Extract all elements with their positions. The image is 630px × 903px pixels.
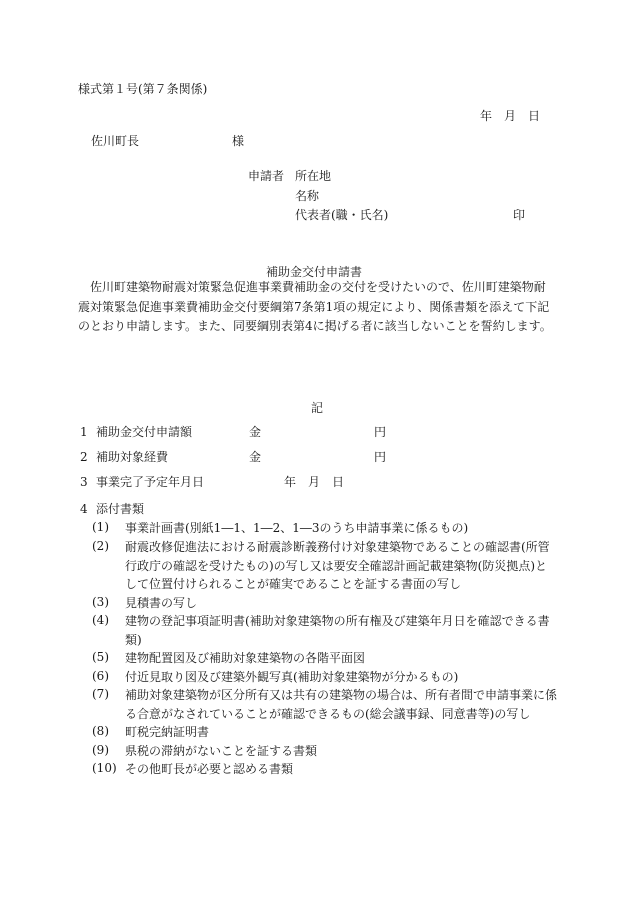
attachment-8-number: (8)	[92, 724, 109, 738]
item1-number: 1	[80, 425, 88, 439]
item4-label: 添付書類	[96, 502, 145, 516]
item1-label: 補助金交付申請額	[96, 425, 193, 439]
attachment-8-text: 町税完納証明書	[125, 725, 210, 739]
item1-prefix: 金	[249, 425, 262, 439]
applicant-label: 申請者	[248, 169, 285, 183]
document-title: 補助金交付申請書	[266, 265, 363, 279]
attachment-10-number: (10)	[92, 761, 117, 775]
item2-number: 2	[80, 450, 88, 464]
attachment-7-number: (7)	[92, 687, 109, 701]
item2-prefix: 金	[249, 450, 262, 464]
item3-number: 3	[80, 475, 88, 489]
attachment-3-text: 見積書の写し	[125, 596, 198, 610]
addressee-name: 佐川町長	[91, 134, 140, 148]
item2-label: 補助対象経費	[96, 450, 169, 464]
item3-label: 事業完了予定年月日	[96, 475, 205, 489]
attachment-1-text: 事業計画書(別紙1―1、1―2、1―3のうち申請事業に係るもの)	[125, 521, 469, 535]
attachment-9-number: (9)	[92, 743, 109, 757]
ki-heading: 記	[311, 401, 324, 415]
attachment-1-number: (1)	[92, 520, 109, 534]
attachment-2-number: (2)	[92, 539, 109, 553]
item4-number: 4	[80, 502, 88, 516]
attachment-9-text: 県税の滞納がないことを証する書類	[125, 744, 318, 758]
attachment-6-text: 付近見取り図及び建築外観写真(補助対象建築物が分かるもの)	[125, 670, 459, 684]
attachment-10-text: その他町長が必要と認める書類	[125, 762, 294, 776]
attachment-4-number: (4)	[92, 613, 109, 627]
item2-unit: 円	[374, 450, 387, 464]
attachment-4-text: 建物の登記事項証明書(補助対象建築物の所有権及び建築年月日を確認できる書類)	[125, 614, 550, 647]
item3-date: 年 月 日	[284, 475, 345, 489]
attachment-3-number: (3)	[92, 595, 109, 609]
attachment-6-number: (6)	[92, 669, 109, 683]
applicant-address-label: 所在地	[295, 169, 332, 183]
body-paragraph: 佐川町建築物耐震対策緊急促進事業費補助金の交付を受けたいので、佐川町建築物耐震対策緊急促進事業費補助金交付要綱第7条第1項の規定により、関係書類を添えて下記のとおり申請します。また、同要綱別表第4に掲げる者に該当しないことを誓約します。	[78, 280, 552, 333]
date-line: 年 月 日	[480, 109, 541, 123]
item1-unit: 円	[374, 425, 387, 439]
addressee-honorific: 様	[232, 134, 245, 148]
form-label: 様式第１号(第７条関係)	[78, 82, 208, 96]
applicant-name-label: 名称	[295, 189, 320, 203]
attachment-5-text: 建物配置図及び補助対象建築物の各階平面図	[125, 651, 366, 665]
attachment-7-text: 補助対象建築物が区分所有又は共有の建築物の場合は、所有者間で申請事業に係る合意がなされていることが確認できるもの(総会議事録、同意書等)の写し	[125, 688, 558, 721]
applicant-rep-label: 代表者(職・氏名)	[295, 208, 389, 222]
attachment-5-number: (5)	[92, 650, 109, 664]
attachment-2-text: 耐震改修促進法における耐震診断義務付け対象建築物であることの確認書(所管行政庁の確認を受けたもの)の写し又は要安全確認計画記載建築物(防災拠点)として位置付けられることが確実であることを証する書面の写し	[125, 540, 550, 591]
seal-mark: 印	[513, 208, 526, 222]
